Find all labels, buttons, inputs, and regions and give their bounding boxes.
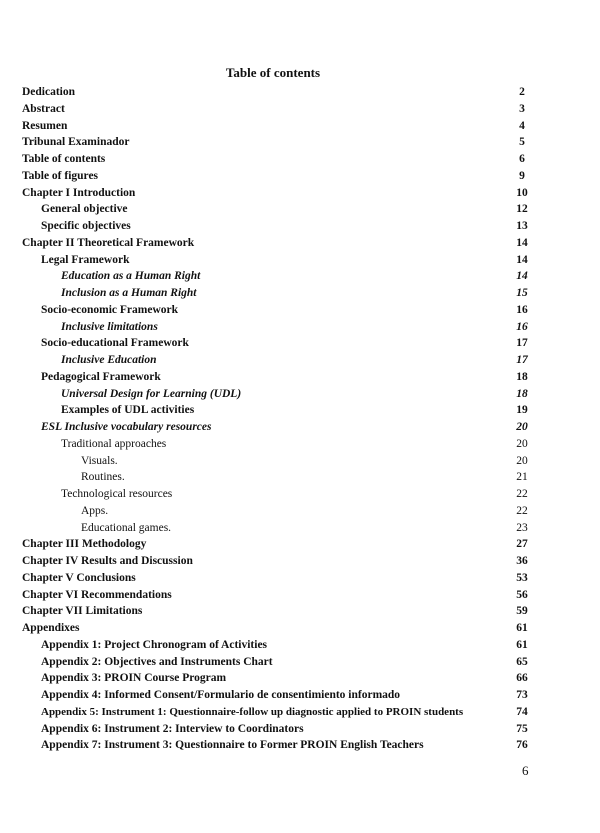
toc-entry-page: 56 xyxy=(516,588,528,601)
toc-entry[interactable] xyxy=(0,201,600,218)
toc-entry-label: Table of figures xyxy=(22,169,99,182)
toc-entry-page: 20 xyxy=(516,421,528,433)
toc-entry-page: 75 xyxy=(516,722,528,735)
toc-entry[interactable] xyxy=(0,84,600,101)
toc-entry-label: Chapter IV Results and Discussion xyxy=(22,555,193,567)
toc-entry-page: 3 xyxy=(519,102,525,115)
toc-entry[interactable] xyxy=(0,570,600,587)
toc-entry-label: Inclusive Education xyxy=(61,354,157,366)
toc-entry-page: 27 xyxy=(516,538,528,551)
toc-entry-label: ESL Inclusive vocabulary resources xyxy=(41,421,212,433)
toc-entry-label: Pedagogical Framework xyxy=(41,370,161,383)
toc-entry-page: 14 xyxy=(516,270,528,283)
toc-entry[interactable] xyxy=(0,252,600,269)
toc-entry[interactable] xyxy=(0,369,600,386)
toc-entry[interactable] xyxy=(0,436,600,453)
toc-entry-label: Appendix 2: Objectives and Instruments Chart xyxy=(41,655,273,668)
toc-entry-label: General objective xyxy=(41,203,128,216)
toc-entry-label: Chapter VII Limitations xyxy=(22,605,143,618)
toc-entry-page: 12 xyxy=(516,203,528,216)
toc-entry-label: Visuals. xyxy=(81,454,118,467)
toc-entry-label: Chapter VI Recommendations xyxy=(22,588,172,601)
toc-entry-page: 59 xyxy=(516,605,528,618)
toc-entry-page: 21 xyxy=(516,471,528,484)
toc-entry[interactable] xyxy=(0,268,600,285)
toc-entry-page: 18 xyxy=(516,387,528,400)
toc-entry-label: Traditional approaches xyxy=(61,437,167,450)
toc-entry[interactable] xyxy=(0,235,600,252)
toc-entry-label: Educational games. xyxy=(81,521,172,534)
toc-entry-page: 61 xyxy=(516,638,528,651)
page-title: Table of contents xyxy=(225,65,321,80)
toc-entry-label: Chapter V Conclusions xyxy=(22,571,136,584)
toc-entry-page: 4 xyxy=(519,119,525,132)
toc-entry-page: 16 xyxy=(516,303,528,316)
toc-entry[interactable] xyxy=(0,637,600,654)
toc-entry[interactable] xyxy=(0,101,600,118)
toc-entry[interactable] xyxy=(0,185,600,202)
toc-entry-label: Inclusion as a Human Right xyxy=(61,287,197,299)
toc-entry-label: Apps. xyxy=(81,504,109,517)
toc-entry-page: 17 xyxy=(516,354,528,366)
toc-entry-page: 13 xyxy=(516,220,528,232)
toc-entry-page: 20 xyxy=(516,454,528,467)
toc-entry-page: 9 xyxy=(519,169,525,182)
toc-entry-page: 5 xyxy=(519,136,525,149)
toc-entry[interactable] xyxy=(0,670,600,687)
toc-entry[interactable] xyxy=(0,335,600,352)
toc-entry-label: Tribunal Examinador xyxy=(22,136,130,149)
toc-entry[interactable] xyxy=(0,704,600,721)
toc-entry-label: Legal Framework xyxy=(41,253,130,266)
toc-entry-label: Dedication xyxy=(22,86,76,98)
toc-entry[interactable] xyxy=(0,218,600,235)
toc-entry-label: Chapter III Methodology xyxy=(22,538,147,551)
toc-entry[interactable] xyxy=(0,319,600,336)
toc-entry[interactable] xyxy=(0,151,600,168)
toc-entry-label: Resumen xyxy=(22,119,68,132)
toc-entry[interactable] xyxy=(0,603,600,620)
toc-entry-label: Specific objectives xyxy=(41,220,131,232)
toc-entry-label: Socio-educational Framework xyxy=(41,337,189,350)
toc-entry-page: 65 xyxy=(516,655,528,668)
toc-entry-page: 23 xyxy=(516,521,528,534)
toc-entry-label: Routines. xyxy=(81,471,125,484)
toc-list xyxy=(0,84,600,754)
toc-entry[interactable] xyxy=(0,419,600,436)
toc-entry-page: 61 xyxy=(516,622,528,634)
toc-entry[interactable] xyxy=(0,168,600,185)
toc-entry[interactable] xyxy=(0,302,600,319)
toc-entry-page: 10 xyxy=(516,186,528,199)
toc-entry[interactable] xyxy=(0,469,600,486)
toc-entry-page: 18 xyxy=(516,370,528,383)
toc-entry-page: 76 xyxy=(516,739,528,752)
toc-entry-page: 17 xyxy=(516,337,528,350)
toc-entry-page: 14 xyxy=(516,236,528,249)
toc-entry[interactable] xyxy=(0,118,600,135)
toc-entry-label: Chapter I Introduction xyxy=(22,186,136,199)
toc-entry-label: Appendix 3: PROIN Course Program xyxy=(41,672,227,685)
toc-entry[interactable] xyxy=(0,553,600,570)
toc-entry-page: 22 xyxy=(516,488,528,500)
toc-entry-page: 15 xyxy=(516,287,528,299)
toc-entry[interactable] xyxy=(0,587,600,604)
toc-entry[interactable] xyxy=(0,402,600,419)
toc-entry[interactable] xyxy=(0,721,600,738)
toc-entry-label: Inclusive limitations xyxy=(61,320,158,333)
toc-entry[interactable] xyxy=(0,453,600,470)
toc-entry-page: 53 xyxy=(516,571,528,584)
toc-entry[interactable] xyxy=(0,520,600,537)
toc-entry-label: Appendix 7: Instrument 3: Questionnaire to Former PROIN English Teachers xyxy=(41,739,424,752)
toc-entry[interactable] xyxy=(0,386,600,403)
toc-entry[interactable] xyxy=(0,536,600,553)
toc-entry[interactable] xyxy=(0,687,600,704)
toc-entry[interactable] xyxy=(0,737,600,754)
toc-entry-page: 22 xyxy=(516,504,528,517)
toc-entry-label: Technological resources xyxy=(61,488,173,500)
toc-entry[interactable] xyxy=(0,620,600,637)
toc-entry-page: 16 xyxy=(516,320,528,333)
toc-entry-label: Education as a Human Right xyxy=(61,270,201,283)
toc-entry[interactable] xyxy=(0,134,600,151)
toc-entry-page: 6 xyxy=(519,153,525,165)
toc-entry-page: 74 xyxy=(516,705,528,718)
toc-entry-page: 36 xyxy=(516,555,528,567)
toc-entry-page: 14 xyxy=(516,253,528,266)
toc-entry-label: Socio-economic Framework xyxy=(41,303,179,316)
toc-entry-label: Universal Design for Learning (UDL) xyxy=(61,387,242,400)
toc-entry-label: Appendix 4: Informed Consent/Formulario de consentimiento informado xyxy=(41,689,401,701)
toc-entry-label: Appendix 1: Project Chronogram of Activities xyxy=(41,638,268,651)
toc-entry[interactable] xyxy=(0,486,600,503)
toc-entry[interactable] xyxy=(0,503,600,520)
toc-entry-label: Appendix 6: Instrument 2: Interview to Coordinators xyxy=(41,722,304,735)
toc-entry-page: 2 xyxy=(519,86,525,98)
toc-entry[interactable] xyxy=(0,352,600,369)
toc-entry-page: 73 xyxy=(516,689,528,701)
toc-entry-page: 66 xyxy=(516,672,528,685)
toc-entry-label: Appendixes xyxy=(22,622,80,634)
page-number: 6 xyxy=(522,763,529,778)
toc-entry-label: Chapter II Theoretical Framework xyxy=(22,236,195,249)
toc-entry-label: Appendix 5: Instrument 1: Questionnaire-follow up diagnostic applied to PROIN students xyxy=(41,705,464,718)
toc-entry-label: Abstract xyxy=(22,102,65,115)
toc-entry[interactable] xyxy=(0,654,600,671)
toc-entry[interactable] xyxy=(0,285,600,302)
toc-entry-page: 20 xyxy=(516,437,528,450)
toc-entry-page: 19 xyxy=(516,404,528,417)
toc-entry-label: Examples of UDL activities xyxy=(61,404,195,417)
toc-entry-label: Table of contents xyxy=(22,153,106,165)
